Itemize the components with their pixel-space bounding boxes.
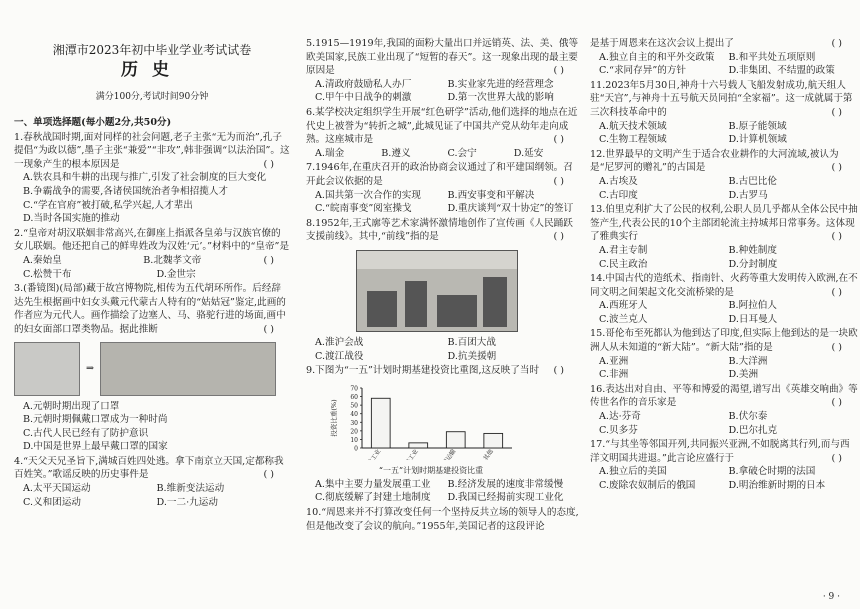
question-12 [590, 148, 858, 202]
question-text: 11.2023年5月30日,神舟十六号载人飞船发射成功,航天组人驻“天宫”,与神舟十五号航天员同拍“全家福”。这一成就属于第三次科技革命中的 ( ) [590, 79, 853, 118]
question-text: 4.“天父天兄圣旨下,满城百姓四处逃。拿下南京立天国,定都称我百姓笑。”歌谣反映的历史事件是 ( ) [14, 455, 284, 481]
question-9 [306, 364, 580, 505]
option: C.波兰克人 [599, 313, 648, 325]
bar-1 [409, 443, 428, 448]
question-text: 2.“皇帝对胡汉联姻非常高兴,在御座上指派各皇弟与汉族官僚的女儿联姻。他还把自己的鲜卑姓改为汉姓‘元’。”材料中的“皇帝”是 ( ) [14, 227, 290, 266]
y-tick-label: 50 [350, 402, 358, 410]
option: D.巴尔扎克 [728, 424, 778, 436]
option: B.西安事变和平解决 [447, 189, 535, 201]
arrow-icon: ⇒ [86, 362, 95, 374]
option: D.计算机领域 [728, 134, 787, 146]
question-16 [590, 383, 858, 437]
option: D.美洲 [728, 369, 759, 381]
bar-2 [446, 431, 465, 447]
question-13 [590, 203, 858, 271]
option: A.淮沪会战 [315, 336, 364, 348]
subject-title: 历史 [121, 60, 183, 80]
option: A.达·芬奇 [599, 411, 641, 423]
column-2 [306, 36, 580, 533]
option: C.“学在官府”被打破,私学兴起,人才辈出 [23, 199, 193, 211]
question-text: 9.下图为“一五”计划时期基建投资比重图,这反映了当时 ( ) [306, 365, 564, 377]
question-10 [306, 506, 580, 533]
option: A.国共第一次合作的实现 [315, 189, 421, 201]
option: D.明治维新时期的日本 [728, 480, 826, 491]
option: A.秦始皇 [23, 254, 62, 266]
q8-propaganda-painting [356, 250, 518, 332]
option: D.非集团、不结盟的政策 [728, 65, 835, 77]
option: A.独立自主的和平外交政策 [599, 51, 715, 63]
question-3 [14, 282, 290, 454]
option: A.古埃及 [599, 175, 638, 187]
question-11 [590, 79, 858, 147]
option: B.拿破仑时期的法国 [728, 466, 816, 478]
question-text: 15.哥伦布至死都认为他到达了印度,但实际上他到达的是一块欧洲人从未知道的“新大陆”。“新大陆”指的是 ( ) [590, 328, 858, 354]
bar-3 [484, 433, 503, 448]
question-14 [590, 272, 858, 326]
y-tick-label: 30 [350, 419, 358, 427]
question-7 [306, 161, 580, 215]
option: D.金世宗 [156, 268, 196, 280]
option: A.独立后的美国 [599, 466, 667, 478]
option: B.实业家先进的经营理念 [447, 78, 554, 90]
option: A.太平天国运动 [23, 483, 91, 495]
category-label: 其他 [482, 447, 495, 460]
option: A.铁农具和牛耕的出现与推广,引发了社会制度的巨大变化 [23, 172, 267, 184]
question-15 [590, 327, 858, 381]
option: B.古巴比伦 [728, 175, 777, 187]
y-axis-label: 投资比重(%) [330, 399, 338, 437]
y-tick-label: 0 [354, 445, 358, 453]
chart-caption: “一五”计划时期基建投资比重 [378, 466, 484, 476]
option: A.瑞金 [315, 147, 345, 159]
option: B.元朝时期佩戴口罩成为一种时尚 [23, 414, 168, 426]
option: C.民主政治 [599, 258, 648, 270]
question-text: 17.“与其坐等邻国开列,共同振兴亚洲,不如脱离其行列,而与西洋文明国共进退。”此言论应盛行于 ( ) [590, 439, 850, 464]
option: C.彻底缓解了封建土地制度 [315, 492, 431, 504]
option: B.阿拉伯人 [728, 300, 777, 312]
option: C.义和团运动 [23, 496, 82, 508]
option: D.古罗马 [728, 189, 768, 201]
column-1 [14, 112, 290, 509]
option: B.种姓制度 [728, 244, 777, 256]
page-number: · 9 · [822, 592, 840, 602]
y-tick-label: 10 [350, 436, 358, 444]
option: A.集中主要力量发展重工业 [315, 478, 431, 490]
option: A.西班牙人 [599, 300, 648, 312]
option: C.“皖南事变”阅室操戈 [315, 203, 412, 215]
question-text: 6.某学校决定组织学生开展“红色研学”活动,他们选择的地点在近代史上被誉为“转折之城”,此城见证了中国共产党从幼年走向成熟。这座城市是 ( ) [306, 106, 578, 146]
option: D.分封制度 [728, 258, 778, 270]
question-2 [14, 227, 290, 281]
option: D.第一次世界大战的影响 [447, 92, 554, 104]
option: C.非洲 [599, 369, 629, 381]
option: D.重庆谈判“双十协定”的签订 [447, 203, 574, 215]
option: D.延安 [513, 147, 544, 159]
question-5 [306, 37, 580, 105]
category-label: 交通运输 [437, 447, 458, 460]
option: B.遵义 [381, 147, 411, 159]
option: D.日耳曼人 [728, 313, 778, 325]
question-1 [14, 131, 290, 226]
question-text: 10.“周恩来并不打算改变任何一个坚持反共立场的领导人的态度,但是他改变了会议的航向。”1955年,美国记者的这段评论 [306, 507, 579, 532]
question-text: 13.伯里克利扩大了公民的权利,公职人员几乎都从全体公民中抽签产生,代表公民的10个主部团轮流主持城邦日常事务。这体现了雅典实行 ( ) [590, 204, 858, 243]
option: B.伏尔泰 [728, 411, 768, 423]
figure-painting [100, 342, 276, 396]
option: B.经济发展的速度非常缓慢 [447, 478, 564, 490]
section-title: 一、单项选择题(每小题2分,共50分) [14, 117, 172, 128]
category-label: 重工业 [366, 447, 383, 460]
column-3 [590, 36, 858, 493]
question-text: 1.春秋战国时期,面对同样的社会问题,老子主张“无为而治”,孔子提倡“为政以德”,墨子主张“兼爱”“非攻”,韩非强调“以法治国”。这一现象产生的根本原因是 ( ) [14, 131, 290, 170]
option: C.会宁 [447, 147, 477, 159]
option: D.当时各国实施的推动 [23, 213, 120, 225]
option: C.生物工程领域 [599, 134, 667, 146]
question-8 [306, 217, 580, 363]
option: A.君主专制 [599, 244, 648, 256]
question-text: 3.(番镜图)(局部)藏于故宫博物院,相传为五代胡环所作。后经辞达先生根据画中妇女头戴元代蒙古人特有的“姑姑冠”鉴定,此画的作者应为元代人。画作描绘了边塞人、马、骆驼行进的场面,画中的妇女面部口罩类物品。据此推断 ( ) [14, 283, 286, 335]
option: B.百团大战 [447, 336, 496, 348]
option: C.渡江战役 [315, 350, 364, 362]
option: A.清政府鼓励私人办厂 [315, 78, 412, 90]
option: B.大洋洲 [728, 355, 768, 367]
option: C.古印度 [599, 189, 638, 201]
figure-portrait [14, 342, 80, 396]
question-10-cont [590, 37, 858, 78]
question-text: 12.世界最早的文明产生于适合农业耕作的大河流域,被认为是“尼罗河的赠礼”的古国是 ( ) [590, 148, 842, 174]
category-label: 轻工业 [403, 447, 420, 460]
option: C.废除农奴制后的俄国 [599, 480, 696, 491]
question-6 [306, 106, 580, 160]
question-text: 8.1952年,王式廓等艺术家满怀激情地创作了宣传画《人民踊跃支援前线》。其中,“前线”指的是 ( ) [306, 217, 573, 243]
option: C.“求同存异”的方针 [599, 65, 687, 77]
option: A.航天技术领域 [599, 120, 667, 132]
question-17 [590, 438, 858, 492]
option: B.原子能领域 [728, 120, 787, 132]
y-tick-label: 20 [350, 428, 358, 436]
option: D.一二·九运动 [156, 496, 218, 508]
bar-0 [371, 398, 390, 448]
option: A.元朝时期出现了口罩 [23, 400, 120, 412]
question-4 [14, 455, 290, 509]
option: D.中国是世界上最早戴口罩的国家 [23, 441, 168, 453]
option: C.古代人民已经有了防护意识 [23, 427, 149, 439]
option: B.和平共处五项原则 [728, 51, 816, 63]
question-text: 是基于周恩来在这次会议上提出了 ( ) [590, 38, 842, 49]
option: D.抗美援朝 [447, 350, 497, 362]
option: C.贝多芬 [599, 424, 638, 436]
y-tick-label: 70 [350, 385, 358, 393]
y-tick-label: 40 [350, 410, 358, 418]
question-text: 7.1946年,在重庆召开的政治协商会议通过了和平建国纲领。召开此会议依据的是 ( ) [306, 162, 573, 187]
exam-title: 湘潭市2023年初中毕业学业考试试卷 [52, 43, 252, 57]
question-text: 5.1915—1919年,我国的面粉大量出口并远销英、法、美、俄等欧美国家,民族工业出现了“短暂的春天”。这一现象出现的最主要原因是 ( ) [306, 38, 579, 77]
question-text: 14.中国古代的造纸术、指南针、火药等重大发明传入欧洲,在不同文明之间架起文化交流桥梁的是 ( ) [590, 273, 858, 298]
option: D.我国已经揭前实现工业化 [447, 492, 564, 504]
option: A.亚洲 [599, 355, 629, 367]
question-text: 16.表达出对自由、平等和博爱的渴望,谱写出《英雄交响曲》等传世名作的音乐家是 ( ) [590, 383, 858, 409]
option: C.松赞干布 [23, 268, 72, 280]
exam-meta: 满分100分,考试时间90分钟 [95, 92, 209, 102]
investment-bar-chart [328, 382, 518, 460]
option: B.维新变法运动 [156, 483, 225, 495]
option: B.北魏孝文帝 [143, 254, 202, 266]
option: B.争霸战争的需要,各诸侯国统治者争相招揽人才 [23, 185, 229, 197]
q3-figure [14, 341, 290, 397]
y-tick-label: 60 [350, 393, 358, 401]
option: C.甲午中日战争的刺激 [315, 92, 412, 104]
